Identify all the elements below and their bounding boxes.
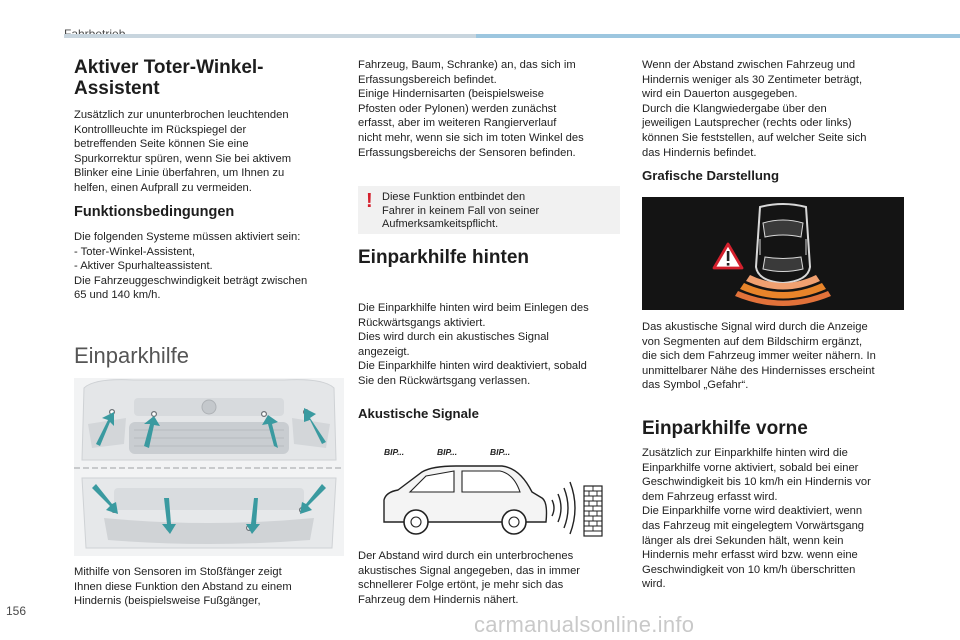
graphic-caption: Das akustische Signal wird durch die Anzeige von Segmenten auf dem Bildschirm ergänzt, die sich dem Fahrzeug immer weiter nähern. In unmittelbarer Nähe des Hindernisses erscheint das Symbol „Gefahr“. bbox=[642, 321, 876, 392]
blind-spot-intro: Zusätzlich zur ununterbrochen leuchtenden Kontrollleuchte im Rückspiegel der betreffenden Seite können Sie eine Spurkorrektur spüren, wenn Sie bei aktivem Blinker eine Linie überfahren, um Ihnen zu helfen, einen Aufprall zu vermeiden. bbox=[74, 109, 292, 194]
acoustic-caption: Der Abstand wird durch ein unterbrochenes akustisches Signal angegeben, das in immer schnellerer Folge ertönt, je mehr sich das Fahrzeug dem Hindernis nähert. bbox=[358, 550, 581, 606]
section-title-blind-spot: Aktiver Toter-Winkel- Assistent bbox=[74, 57, 264, 99]
front-text: Zusätzlich zur Einparkhilfe hinten wird die Einparkhilfe vorne aktiviert, sobald bei einer Geschwindigkeit bis 10 km/h ein Hindernis vor dem Fahrzeug erfasst wird. Die Einparkhilfe vorne wird deaktiviert, wenn das Fahrzeug mit eingelegtem Vorwärtsgang länger als drei Sekunden hält, wenn kein Hindernis mehr erfasst wird bzw. wenn eine Geschwindigkeit von 10 km/h überschritten wird. bbox=[642, 447, 871, 591]
car-side-icon bbox=[384, 466, 547, 534]
heading-graphic: Grafische Darstellung bbox=[642, 168, 780, 183]
detection-text: Fahrzeug, Baum, Schranke) an, das sich im Erfassungsbereich befindet. Einige Hindernisarten (beispielsweise Pfosten oder Pylonen) werden zunächst erfasst, aber im weiteren Rangierverlauf nicht mehr, wenn sie sich im toten Winkel des Erfassungsbereichs der Sensoren befinden. bbox=[358, 59, 584, 159]
section-title-front: Einparkhilfe vorne bbox=[642, 418, 808, 439]
heading-acoustic: Akustische Signale bbox=[358, 406, 479, 421]
bumper-sensors-illustration bbox=[74, 378, 344, 556]
acoustic-signal-illustration bbox=[370, 438, 610, 542]
parking-display-illustration bbox=[642, 197, 904, 310]
section-title-rear: Einparkhilfe hinten bbox=[358, 247, 530, 268]
warning-text: Diese Funktion entbindet den Fahrer in keinem Fall von seiner Aufmerksamkeitspflicht. bbox=[382, 191, 540, 231]
wall-icon bbox=[584, 486, 602, 536]
distance-text: Wenn der Abstand zwischen Fahrzeug und Hindernis weniger als 30 Zentimeter beträgt, wird ein Dauerton ausgegeben. Durch die Klangwiedergabe über den jeweiligen Lautsprecher (rechts oder links) können Sie feststellen, auf welcher Seite sich das Hindernis befindet. bbox=[642, 59, 867, 159]
watermark: carmanualsonline.info bbox=[474, 612, 695, 637]
heading-conditions: Funktionsbedingungen bbox=[74, 204, 235, 220]
section-title-parking: Einparkhilfe bbox=[74, 343, 189, 368]
bip-label: BIP... bbox=[490, 447, 511, 457]
bip-label: BIP... bbox=[384, 447, 405, 457]
conditions-text: Die folgenden Systeme müssen aktiviert sein: - Toter-Winkel-Assistent, - Aktiver Spurhalteassistent. Die Fahrzeuggeschwindigkeit beträgt zwischen 65 und 140 km/h. bbox=[74, 231, 308, 302]
page-number: 156 bbox=[6, 604, 27, 618]
car-top-view-icon bbox=[756, 204, 810, 283]
header-rule-accent bbox=[476, 34, 960, 38]
header-rule bbox=[64, 34, 476, 38]
bumper-caption: Mithilfe von Sensoren im Stoßfänger zeigt Ihnen diese Funktion den Abstand zu einem Hindernis (beispielsweise Fußgänger, bbox=[74, 566, 292, 608]
sound-waves-icon bbox=[552, 482, 575, 534]
warning-icon: ! bbox=[366, 190, 373, 212]
bip-label: BIP... bbox=[437, 447, 458, 457]
rear-text: Die Einparkhilfe hinten wird beim Einlegen des Rückwärtsgangs aktiviert. Dies wird durch ein akustisches Signal angezeigt. Die Einparkhilfe hinten wird deaktiviert, sobald Sie den Rückwärtsgang verlassen. bbox=[358, 302, 589, 387]
